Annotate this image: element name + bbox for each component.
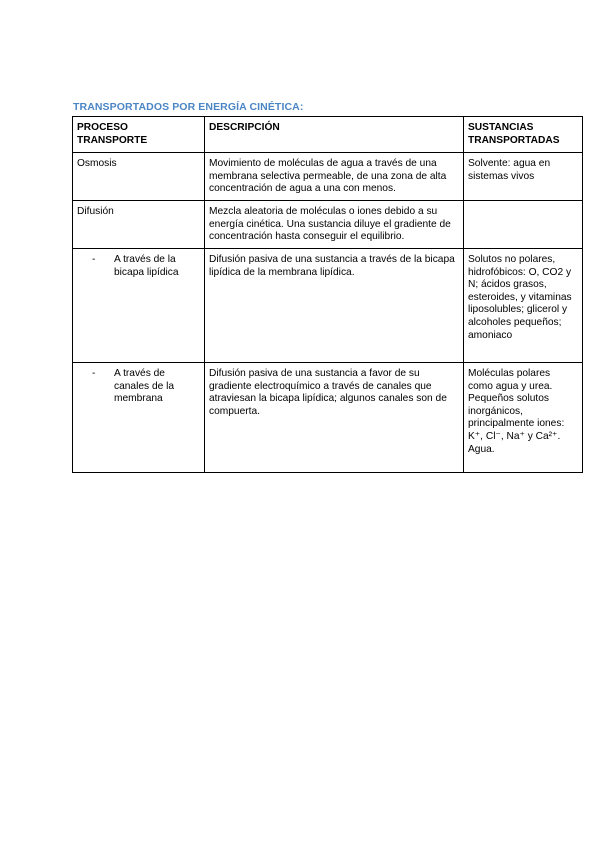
cell-substances: Solutos no polares, hidrofóbicos: O, CO2 y N; ácidos grasos, esteroides, y vitaminas liposolubles; glicerol y alcoholes pequeños; amoniaco [464, 249, 583, 363]
cell-substances: Solvente: agua en sistemas vivos [464, 153, 583, 201]
sub-item-label: A través de canales de la membrana [114, 368, 175, 405]
page-title: TRANSPORTADOS POR ENERGÍA CINÉTICA: [73, 101, 304, 113]
table-row [73, 201, 583, 249]
dash-bullet: - [92, 368, 96, 379]
cell-substances [464, 201, 583, 249]
table-row [73, 249, 583, 363]
cell-substances: Moléculas polares como agua y urea. Pequeños solutos inorgánicos, principalmente iones: K⁺, Cl⁻, Na⁺ y Ca²⁺. Agua. [464, 363, 583, 473]
transport-table [72, 116, 583, 473]
sub-item [77, 254, 199, 279]
header-process: PROCESO TRANSPORTE [73, 117, 205, 153]
cell-process: Osmosis [73, 153, 205, 201]
cell-description: Mezcla aleatoria de moléculas o iones debido a su energía cinética. Una sustancia diluye el gradiente de concentración hasta conseguir el equilibrio. [205, 201, 464, 249]
sub-item [77, 368, 199, 406]
cell-description: Movimiento de moléculas de agua a través de una membrana selectiva permeable, de una zona de alta concentración de agua a una con menos. [205, 153, 464, 201]
table-header-row [73, 117, 583, 153]
table-row [73, 363, 583, 473]
cell-description: Difusión pasiva de una sustancia a través de la bicapa lipídica de la membrana lipídica. [205, 249, 464, 363]
cell-process [73, 363, 205, 473]
header-description: DESCRIPCIÓN [205, 117, 464, 153]
sub-item-label: A través de la bicapa lipídica [114, 254, 179, 278]
cell-process: Difusión [73, 201, 205, 249]
cell-process [73, 249, 205, 363]
dash-bullet: - [92, 254, 96, 265]
header-substances: SUSTANCIAS TRANSPORTADAS [464, 117, 583, 153]
cell-description: Difusión pasiva de una sustancia a favor de su gradiente electroquímico a través de canales que atraviesan la bicapa lipídica; algunos canales son de compuerta. [205, 363, 464, 473]
table-row [73, 153, 583, 201]
